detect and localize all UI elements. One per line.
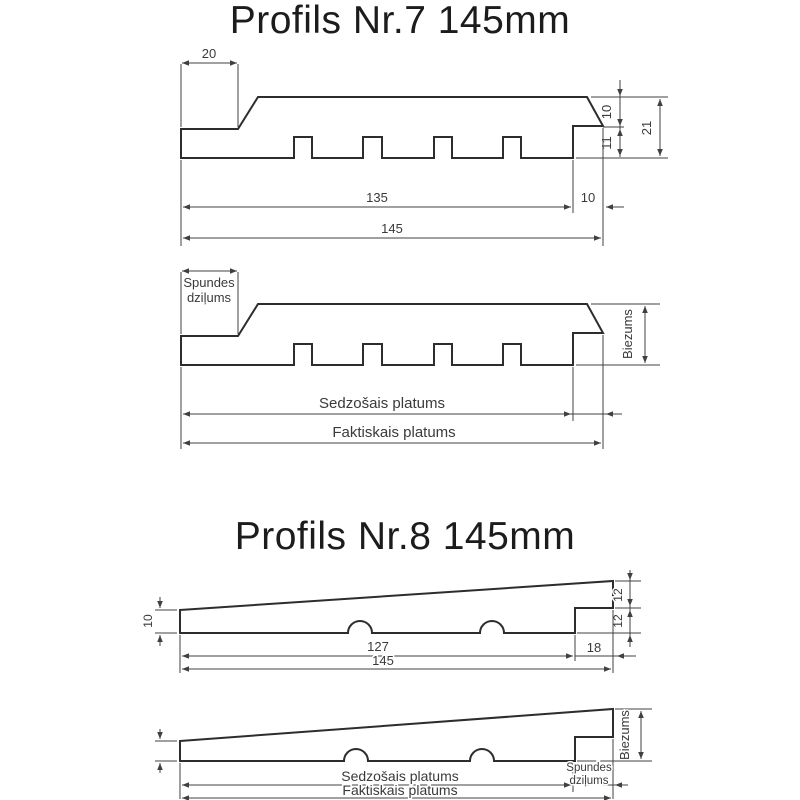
dim-lap-width-value: 10 <box>580 190 596 205</box>
dim-full-width-value: 145 <box>381 221 403 236</box>
dim-left-height-value: 10 <box>141 614 155 628</box>
biezums-label: Biezums <box>620 309 635 359</box>
dim-cover-width-8-value: 127 <box>367 639 389 654</box>
spundes-8-label-line2: dziļums <box>569 775 609 787</box>
profile7-section <box>181 0 668 449</box>
profile7-outline <box>181 97 603 158</box>
label-bottom-widths-8 <box>180 739 628 799</box>
dim-left-height <box>141 597 177 646</box>
profile8-title: Profils Nr.8 145mm <box>234 515 576 558</box>
profile7-labeled-outline <box>181 304 603 365</box>
profile8-labeled-drawing <box>155 709 652 799</box>
label-spundes-dzilums <box>181 271 238 334</box>
sedzosais-8-label: Sedzošais platums <box>341 768 459 784</box>
label-bottom-widths <box>181 335 622 449</box>
profile8-labeled-outline <box>180 709 613 761</box>
sedzosais-label: Sedzošais platums <box>319 395 445 412</box>
faktiskais-8-label: Faktiskais platums <box>342 782 458 798</box>
profile7-labeled-drawing <box>181 271 660 449</box>
profile8-section <box>141 515 652 799</box>
dim-bottom-widths-8 <box>180 610 636 673</box>
spundes-label-line1: Spundes <box>183 275 235 290</box>
dim-right-upper-value: 12 <box>611 588 625 602</box>
biezums-8-label: Biezums <box>617 710 632 760</box>
profile8-dimensioned-drawing <box>141 570 641 673</box>
dim-total-thickness-value: 21 <box>639 120 654 136</box>
dim-tongue-width <box>181 46 238 127</box>
dim-full-width-8-value: 145 <box>372 653 394 668</box>
profile7-dimensioned-drawing <box>181 46 668 246</box>
dim-right-lower-value: 12 <box>611 614 625 628</box>
dim-right-side <box>576 80 668 158</box>
label-left-height-8 <box>155 729 177 773</box>
label-biezums-8 <box>577 709 652 761</box>
dim-lap-width-8-value: 18 <box>586 640 602 655</box>
dim-body-height-value: 11 <box>599 136 614 150</box>
dim-lip-height-value: 10 <box>599 104 614 120</box>
spundes-8-label-line1: Spundes <box>566 762 612 774</box>
profile8-outline <box>180 581 613 633</box>
dim-cover-width-value: 135 <box>366 190 388 205</box>
label-biezums <box>576 304 660 365</box>
spundes-label-line2: dziļums <box>186 290 232 305</box>
dim-tongue-width-value: 20 <box>201 46 217 61</box>
dim-bottom-widths <box>181 128 624 246</box>
faktiskais-label: Faktiskais platums <box>332 424 456 441</box>
profile7-title: Profils Nr.7 145mm <box>229 0 571 42</box>
